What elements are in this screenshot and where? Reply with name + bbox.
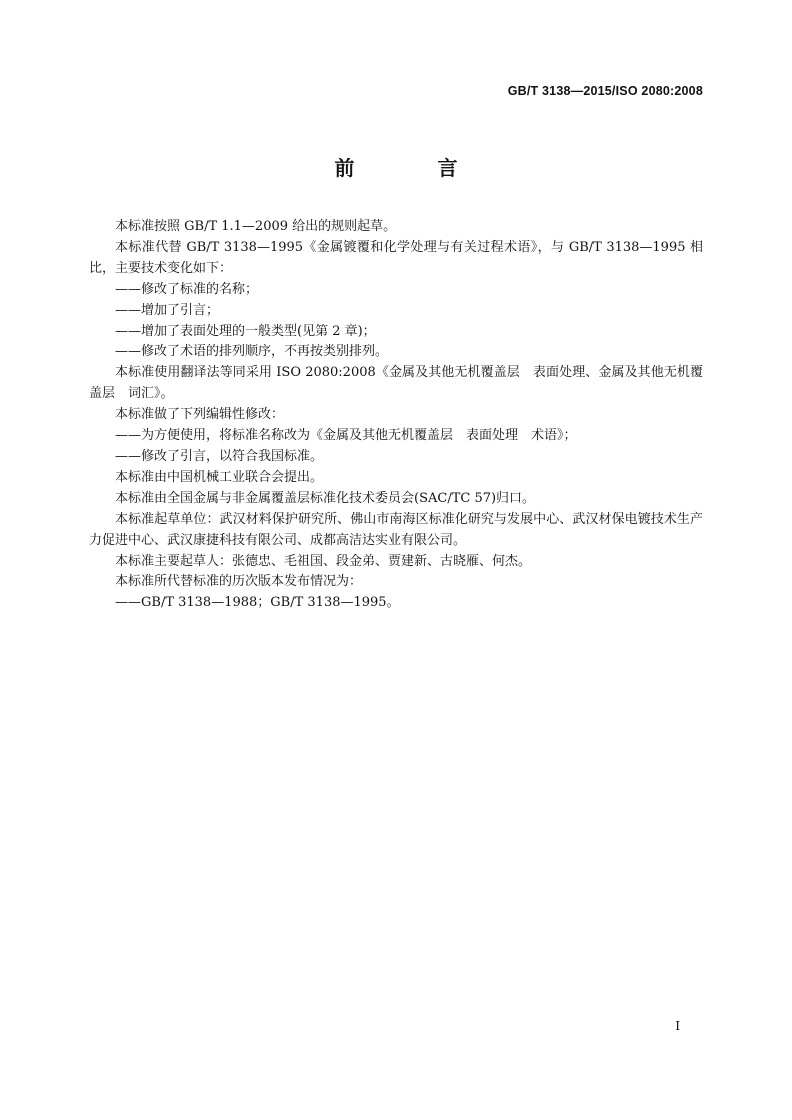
page-title: 前 言 bbox=[334, 156, 496, 180]
paragraph-translation-method: 本标准使用翻译法等同采用 ISO 2080:2008《金属及其他无机覆盖层 表面处理、金属及其他无机覆盖层 词汇》。 bbox=[89, 365, 703, 402]
list-item-previous-editions: ——GB/T 3138—1988；GB/T 3138—1995。 bbox=[115, 595, 400, 611]
page-number: I bbox=[675, 1019, 680, 1033]
paragraph-centralized-by: 本标准由全国金属与非金属覆盖层标准化技术委员会(SAC/TC 57)归口。 bbox=[115, 490, 536, 506]
list-item-rename-standard: ——为方便使用，将标准名称改为《金属及其他无机覆盖层 表面处理 术语》； bbox=[115, 428, 577, 444]
standard-code-header: GB/T 3138—2015/ISO 2080:2008 bbox=[507, 84, 703, 98]
paragraph-editorial-changes: 本标准做了下列编辑性修改： bbox=[115, 407, 285, 423]
paragraph-drafters: 本标准主要起草人：张德忠、毛祖国、段金弟、贾建新、古晓雁、何杰。 bbox=[115, 553, 532, 569]
list-item-change-name: ——修改了标准的名称； bbox=[115, 281, 259, 297]
paragraph-drafting-rules: 本标准按照 GB/T 1.1—2009 给出的规则起草。 bbox=[115, 219, 397, 234]
paragraph-replacement: 本标准代替 GB/T 3138—1995《金属镀覆和化学处理与有关过程术语》，与 GB/T 3138—1995 相比，主要技术变化如下： bbox=[89, 239, 703, 276]
paragraph-proposed-by: 本标准由中国机械工业联合会提出。 bbox=[115, 469, 324, 485]
list-item-add-surface-types: ——增加了表面处理的一般类型(见第 2 章)； bbox=[115, 323, 376, 339]
list-item-modify-introduction: ——修改了引言，以符合我国标准。 bbox=[115, 448, 324, 464]
paragraph-previous-editions: 本标准所代替标准的历次版本发布情况为： bbox=[115, 574, 363, 590]
list-item-term-order: ——修改了术语的排列顺序，不再按类别排列。 bbox=[115, 344, 389, 360]
list-item-add-introduction: ——增加了引言； bbox=[115, 302, 220, 318]
foreword-body bbox=[89, 217, 703, 614]
paragraph-drafting-units: 本标准起草单位：武汉材料保护研究所、佛山市南海区标准化研究与发展中心、武汉材保电镀技术生产力促进中心、武汉康捷科技有限公司、成都高洁达实业有限公司。 bbox=[89, 511, 703, 548]
